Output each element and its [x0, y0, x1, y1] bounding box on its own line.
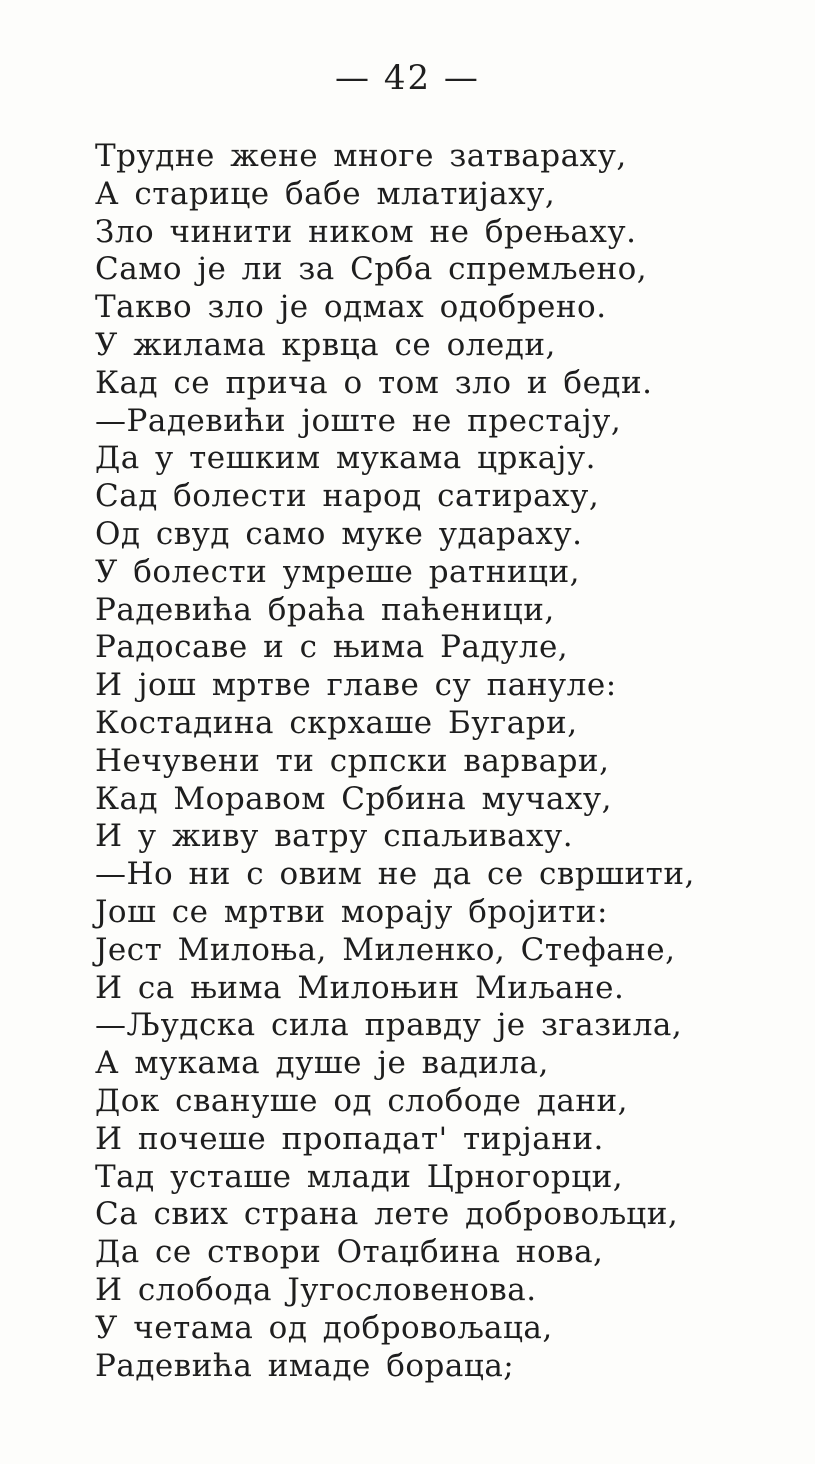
- poem-line: Са свих страна лете добровољци,: [95, 1196, 679, 1233]
- poem-line: Док свануше од слободе дани,: [95, 1082, 628, 1119]
- poem-line: Кад се прича о том зло и беди.: [95, 364, 653, 401]
- poem-line: Јест Милоња, Миленко, Стефане,: [95, 931, 676, 968]
- poem-line: Да у тешким мукама цркају.: [95, 440, 596, 477]
- poem-line: А старице бабе млатијаху,: [95, 175, 556, 212]
- poem-line: И са њима Милоњин Миљане.: [95, 969, 625, 1006]
- poem-line: Радосаве и с њима Радуле,: [95, 629, 569, 666]
- poem-line: —Људска сила правду је згазила,: [95, 1007, 683, 1044]
- poem-line: Тад усташе млади Црногорци,: [95, 1158, 624, 1195]
- poem-line: А мукама душе је вадила,: [95, 1045, 549, 1082]
- poem-line: Само је ли за Срба спремљено,: [95, 251, 648, 288]
- poem-line: Од свуд само муке удараху.: [95, 515, 583, 552]
- poem-line: Нечувени ти српски варвари,: [95, 742, 610, 779]
- poem-line: У болести умреше ратници,: [95, 553, 580, 590]
- poem-line: И у живу ватру спаљиваху.: [95, 818, 574, 855]
- poem-line: —Но ни с овим не да се свршити,: [95, 856, 695, 893]
- poem-line: И још мртве главе су пануле:: [95, 667, 617, 704]
- poem-line: У четама од добровољаца,: [95, 1309, 553, 1346]
- poem-line: Да се створи Отаџбина нова,: [95, 1234, 604, 1271]
- poem-line: Костадина скрхаше Бугари,: [95, 704, 578, 741]
- poem-line: Трудне жене многе затвараху,: [95, 138, 627, 174]
- poem-line: Такво зло је одмах одобрено.: [95, 289, 607, 326]
- poem-line: Сад болести народ сатираху,: [95, 478, 600, 515]
- poem-line: И почеше пропадат' тирјани.: [95, 1120, 604, 1157]
- poem-line: Кад Моравом Србина мучаху,: [95, 780, 613, 817]
- poem-line: У жилама крвца се оледи,: [95, 326, 556, 363]
- page-number: — 42 —: [335, 58, 480, 98]
- poem-line: Зло чинити ником не брењаху.: [95, 213, 637, 250]
- poem-line: Још се мртви морају бројити:: [95, 893, 608, 930]
- poem-line: Радевића имаде бораца;: [95, 1347, 515, 1384]
- poem-text: [95, 138, 785, 1385]
- poem-line: И слобода Југословенова.: [95, 1271, 537, 1308]
- poem-line: Радевића браћа паћеници,: [95, 591, 555, 628]
- poem-line: —Радевићи јоште не престају,: [95, 402, 622, 439]
